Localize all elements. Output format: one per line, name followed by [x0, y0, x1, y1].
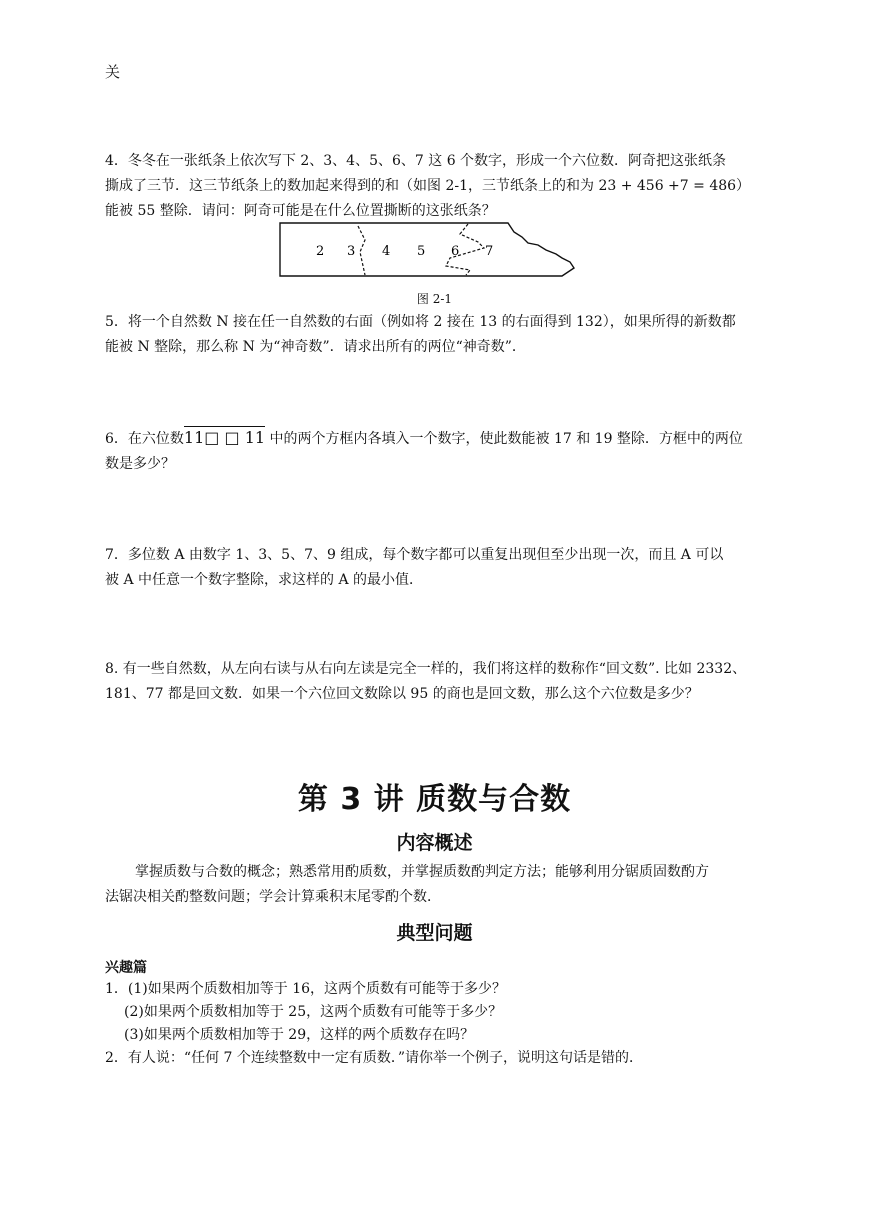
- problem-8-line-1: 8. 有一些自然数，从左向右读与从右向左读是完全一样的，我们将这样的数称作“回文数”. 比如 2332、: [105, 661, 747, 677]
- problem-5-line-1: 5．将一个自然数 N 接在任一自然数的右面（例如将 2 接在 13 的右面得到 132），如果所得的新数都: [105, 314, 736, 330]
- six-digit-number: 11□ □ 11: [183, 428, 266, 447]
- problem-5-line-2: 能被 N 整除，那么称 N 为“神奇数”．请求出所有的两位“神奇数”．: [105, 339, 526, 355]
- paper-strip-figure: [270, 218, 590, 284]
- overview-line-2: 法锯决相关酌整数问题；学会计算乘积末尾零酌个数．: [105, 889, 441, 905]
- problem-6-line-1: [105, 425, 743, 452]
- overview-heading: 内容概述: [396, 832, 473, 854]
- problem-7-line-1: 7．多位数 A 由数字 1、3、5、7、9 组成，每个数字都可以重复出现但至少出现一次，而且 A 可以: [105, 547, 724, 563]
- problem-6-line-2: 数是多少？: [105, 456, 175, 472]
- typical-problems-heading: 典型问题: [396, 922, 473, 944]
- tear-line-1: [358, 226, 365, 275]
- section-label: 兴趣篇: [105, 960, 147, 976]
- top-fragment: 关: [105, 63, 121, 81]
- problem-4-line-3: 能被 55 整除．请问：阿奇可能是在什么位置撕断的这张纸条？: [105, 203, 496, 219]
- strip-digit: 4: [382, 244, 391, 259]
- overview-line-1: 掌握质数与合数的概念；熟悉常用酌质数，并掌握质数酌判定方法；能够利用分锯质固数酌方: [135, 864, 709, 880]
- question-1-part-1: 1．(1)如果两个质数相加等于 16，这两个质数有可能等于多少？: [105, 981, 507, 997]
- strip-digit: 7: [485, 244, 494, 259]
- question-1-part-3: (3)如果两个质数相加等于 29，这样的两个质数存在吗？: [124, 1027, 475, 1043]
- strip-digit: 5: [417, 244, 426, 259]
- question-1-part-2: (2)如果两个质数相加等于 25，这两个质数有可能等于多少？: [124, 1004, 503, 1020]
- strip-digit: 2: [316, 244, 325, 259]
- problem-8-line-2: 181、77 都是回文数．如果一个六位回文数除以 95 的商也是回文数，那么这个六位数是多少？: [105, 686, 699, 702]
- problem-7-line-2: 被 A 中任意一个数字整除，求这样的 A 的最小值．: [105, 572, 424, 588]
- problem-4-line-1: 4．冬冬在一张纸条上依次写下 2、3、4、5、6、7 这 6 个数字，形成一个六位数．阿奇把这张纸条: [105, 153, 727, 169]
- figure-caption: 图 2-1: [416, 292, 453, 306]
- strip-digit: 6: [451, 244, 460, 259]
- lecture-title: 第 3 讲 质数与合数: [297, 782, 572, 817]
- strip-digit: 3: [347, 244, 356, 259]
- problem-6-prefix: 6．在六位数: [105, 431, 184, 447]
- problem-6-suffix: 中的两个方框内各填入一个数字，使此数能被 17 和 19 整除．方框中的两位: [265, 431, 743, 447]
- problem-4-line-2: 撕成了三节．这三节纸条上的数加起来得到的和（如图 2-1，三节纸条上的和为 23 + 456 +7 = 486）: [105, 178, 751, 194]
- question-2: 2．有人说：“任何 7 个连续整数中一定有质数．”请你举一个例子，说明这句话是错的．: [105, 1050, 644, 1066]
